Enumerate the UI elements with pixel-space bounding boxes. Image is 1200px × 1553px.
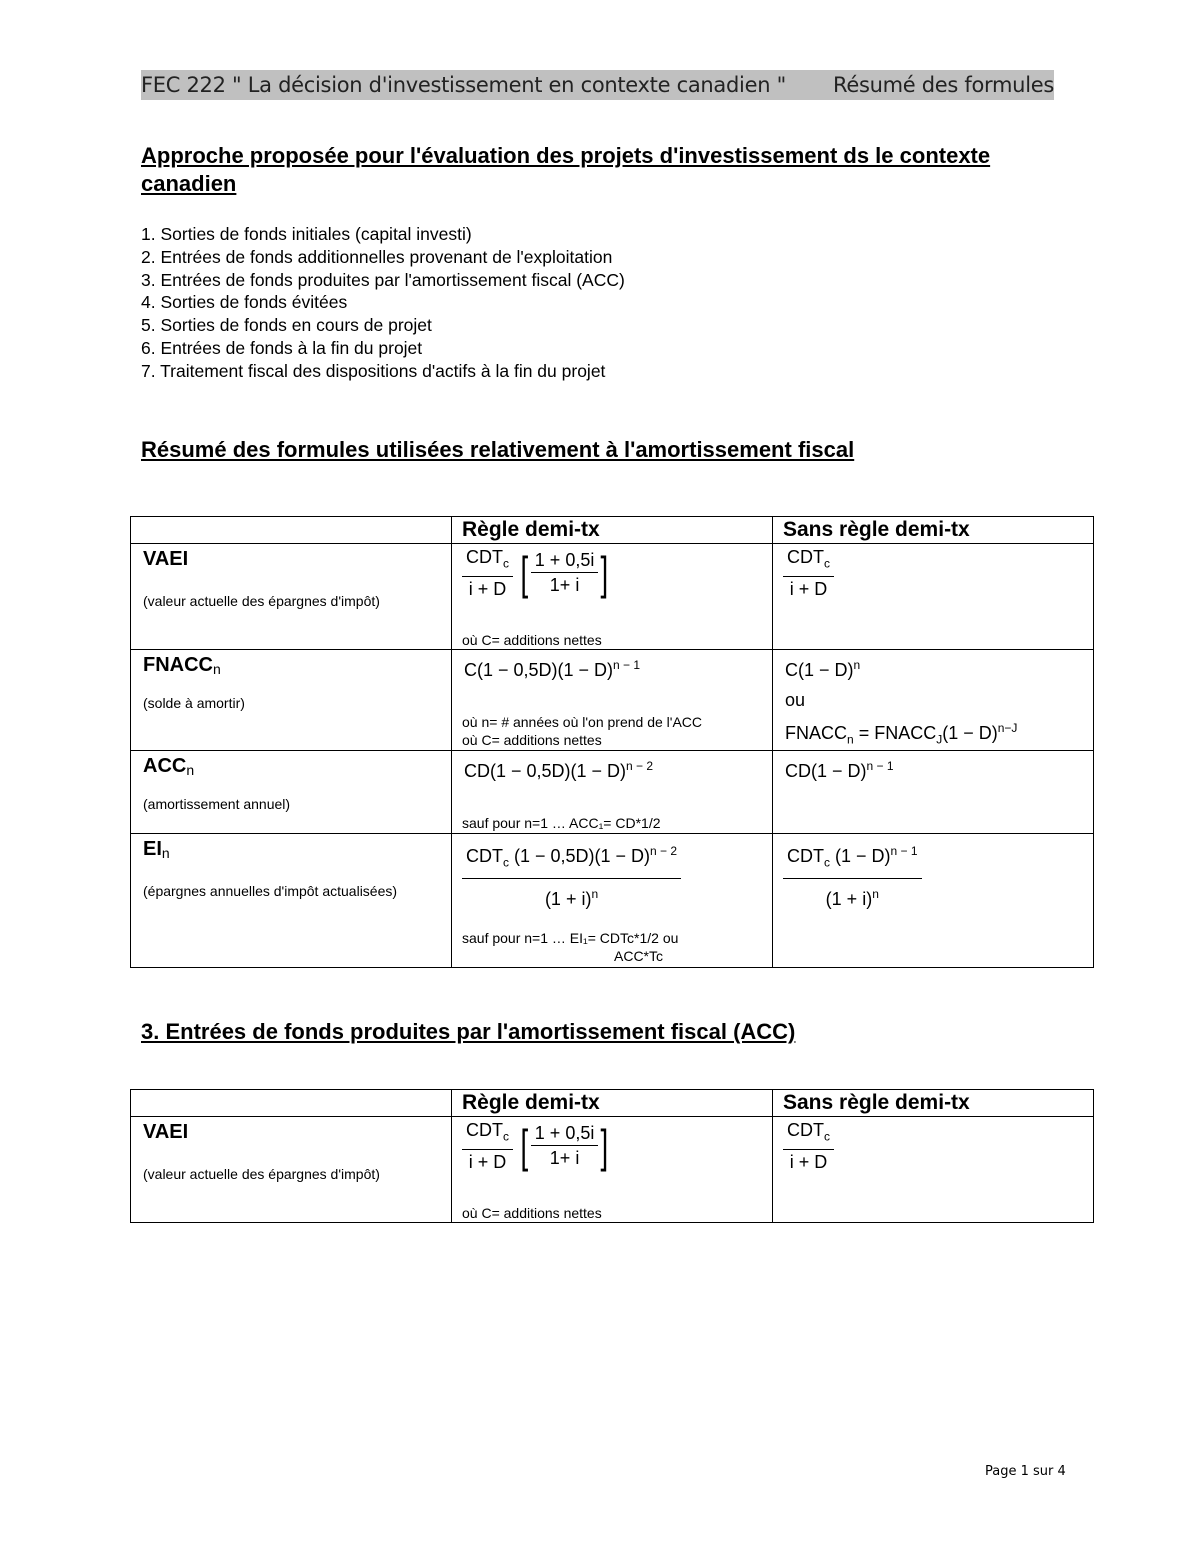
formulas-table bbox=[130, 516, 1094, 968]
formula-ei-half: $\frac{CDT_c (1 - 0,5D)(1 - D)^{n - 2}}{(1 + i)^n}$ bbox=[462, 840, 681, 910]
formula-fnacc-half: $C(1 - 0,5D)(1 - D)^{n - 1}$ bbox=[464, 658, 641, 680]
table-row-ei bbox=[131, 834, 1094, 968]
page-number: Page 1 sur 4 bbox=[985, 1464, 1066, 1479]
cell-vaei-half bbox=[452, 1117, 773, 1223]
row-description: (amortissement annuel) bbox=[143, 796, 291, 812]
list-item: 5. Sorties de fonds en cours de projet bbox=[141, 315, 432, 336]
list-item: 1. Sorties de fonds initiales (capital investi) bbox=[141, 224, 472, 244]
row-description: (épargnes annuelles d'impôt actualisées) bbox=[143, 883, 398, 899]
note: sauf pour n=1 … ACC₁= CD*1/2 bbox=[462, 815, 661, 831]
cell-vaei-half bbox=[452, 544, 773, 650]
row-title: $ACC_n$ bbox=[143, 755, 195, 778]
formula-fnacc-no-half: $C(1 - D)^n$ bbox=[785, 658, 861, 680]
table-row-acc bbox=[131, 751, 1094, 834]
header-doc-type: Résumé des formules bbox=[832, 73, 1054, 97]
formula-vaei-half: $\frac{CDT_c}{i + D}$ [ $\frac{1 + 0,5i}{1+ i}$ ] bbox=[462, 546, 611, 600]
row-title: VAEI bbox=[143, 1121, 189, 1143]
table-row-vaei bbox=[131, 1117, 1094, 1223]
row-title: $EI_n$ bbox=[143, 838, 170, 861]
cell-vaei-no-half bbox=[773, 1117, 1094, 1223]
row-label-acc bbox=[131, 751, 452, 834]
cell-fnacc-half bbox=[452, 650, 773, 751]
formula-vaei-half: $\frac{CDT_c}{i + D}$ [ $\frac{1 + 0,5i}{1+ i}$ ] bbox=[462, 1119, 611, 1173]
table-header-row bbox=[131, 517, 1094, 544]
formula-fnacc-alt: $FNACC_n$ = $FNACC_J(1 - D)^{n-J}$ bbox=[785, 721, 1018, 747]
row-label-ei bbox=[131, 834, 452, 968]
row-label-fnacc bbox=[131, 650, 452, 751]
note: ACC*Tc bbox=[614, 948, 664, 964]
row-description: (valeur actuelle des épargnes d'impôt) bbox=[143, 593, 380, 609]
section-title-acc: 3. Entrées de fonds produites par l'amortissement fiscal (ACC) bbox=[141, 1019, 796, 1044]
formula-acc-no-half: $CD(1 - D)^{n - 1}$ bbox=[785, 759, 894, 781]
formula-vaei-no-half: $\frac{CDT_c}{i + D}$ bbox=[783, 1119, 834, 1173]
list-item: 2. Entrées de fonds additionnelles provenant de l'exploitation bbox=[141, 246, 613, 267]
row-label-vaei bbox=[131, 1117, 452, 1223]
list-item: 3. Entrées de fonds produites par l'amortissement fiscal (ACC) bbox=[141, 269, 625, 290]
row-description: (solde à amortir) bbox=[143, 695, 245, 711]
formula-ei-no-half: $\frac{CDT_c (1 - D)^{n - 1}}{(1 + i)^n}$ bbox=[783, 840, 922, 910]
row-description: (valeur actuelle des épargnes d'impôt) bbox=[143, 1166, 380, 1182]
cell-acc-no-half bbox=[773, 751, 1094, 834]
note: où C= additions nettes bbox=[462, 1205, 602, 1221]
acc-table bbox=[130, 1089, 1094, 1223]
formula-acc-half: $CD(1 - 0,5D)(1 - D)^{n - 2}$ bbox=[464, 759, 654, 781]
header-empty-cell bbox=[131, 517, 452, 544]
row-title: VAEI bbox=[143, 548, 189, 570]
note: où C= additions nettes bbox=[462, 632, 602, 648]
note: où C= additions nettes bbox=[462, 732, 602, 748]
cell-ei-no-half bbox=[773, 834, 1094, 968]
list-item: 4. Sorties de fonds évitées bbox=[141, 292, 348, 313]
formula-vaei-no-half: $\frac{CDT_c}{i + D}$ bbox=[783, 546, 834, 600]
header-no-half-rule: Sans règle demi-tx bbox=[773, 1090, 1094, 1117]
header-half-rule: Règle demi-tx bbox=[452, 517, 773, 544]
cell-ei-half bbox=[452, 834, 773, 968]
cell-acc-half bbox=[452, 751, 773, 834]
header-no-half-rule: Sans règle demi-tx bbox=[773, 517, 1094, 544]
cell-fnacc-no-half bbox=[773, 650, 1094, 751]
table-row-vaei bbox=[131, 544, 1094, 650]
header-half-rule: Règle demi-tx bbox=[452, 1090, 773, 1117]
or-label: ou bbox=[785, 690, 806, 710]
header-empty-cell bbox=[131, 1090, 452, 1117]
list-item: 7. Traitement fiscal des dispositions d'actifs à la fin du projet bbox=[141, 360, 606, 381]
approach-steps-list bbox=[141, 223, 625, 383]
note: où n= # années où l'on prend de l'ACC bbox=[462, 714, 703, 730]
cell-vaei-no-half bbox=[773, 544, 1094, 650]
section-title-summary: Résumé des formules utilisées relativement à l'amortissement fiscal bbox=[141, 437, 855, 462]
note: sauf pour n=1 … EI₁= CDTc*1/2 ou bbox=[462, 930, 679, 946]
list-item: 6. Entrées de fonds à la fin du projet bbox=[141, 337, 423, 358]
table-header-row bbox=[131, 1090, 1094, 1117]
header-course-title: FEC 222 " La décision d'investissement en contexte canadien " bbox=[141, 73, 786, 97]
section-title-approach: Approche proposée pour l'évaluation des projets d'investissement ds le contexte canadien bbox=[141, 143, 991, 196]
row-title: $FNACC_n$ bbox=[143, 654, 221, 677]
row-label-vaei bbox=[131, 544, 452, 650]
table-row-fnacc bbox=[131, 650, 1094, 751]
page-header bbox=[141, 70, 1054, 100]
